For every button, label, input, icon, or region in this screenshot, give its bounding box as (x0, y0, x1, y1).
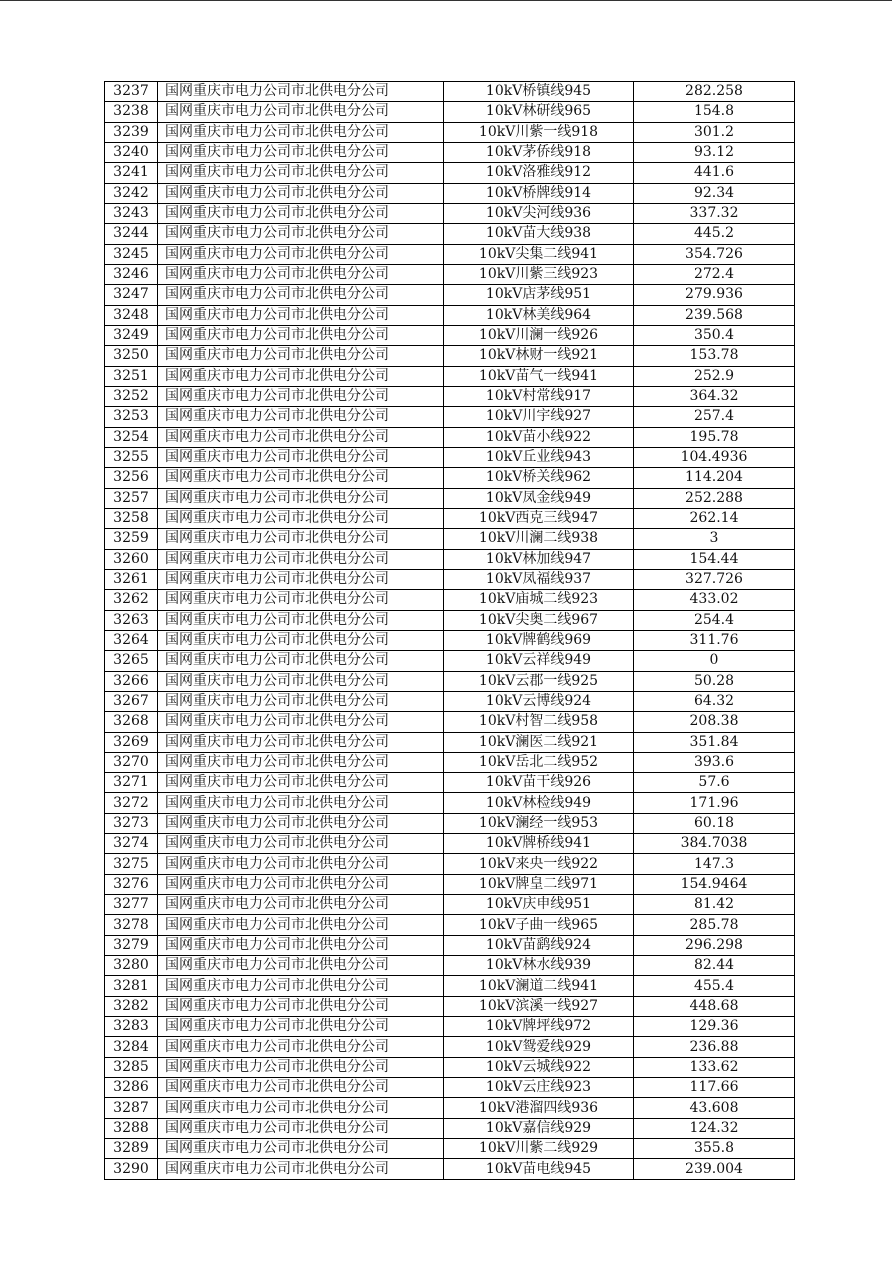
value-cell: 337.32 (634, 203, 795, 223)
value-cell: 351.84 (634, 732, 795, 752)
value-cell: 354.726 (634, 244, 795, 264)
value-cell: 384.7038 (634, 834, 795, 854)
line-name-cell: 10kV澜经一线953 (444, 813, 634, 833)
company-cell: 国网重庆市电力公司市北供电分公司 (158, 1139, 444, 1159)
row-number-cell: 3255 (105, 447, 158, 467)
company-cell: 国网重庆市电力公司市北供电分公司 (158, 895, 444, 915)
value-cell: 257.4 (634, 407, 795, 427)
row-number-cell: 3282 (105, 996, 158, 1016)
company-cell: 国网重庆市电力公司市北供电分公司 (158, 508, 444, 528)
line-name-cell: 10kV苗电线945 (444, 1159, 634, 1179)
line-name-cell: 10kV凤福线937 (444, 569, 634, 589)
company-cell: 国网重庆市电力公司市北供电分公司 (158, 651, 444, 671)
table-row (105, 447, 795, 467)
line-name-cell: 10kV尖河线936 (444, 203, 634, 223)
company-cell: 国网重庆市电力公司市北供电分公司 (158, 82, 444, 102)
company-cell: 国网重庆市电力公司市北供电分公司 (158, 793, 444, 813)
value-cell: 3 (634, 529, 795, 549)
row-number-cell: 3238 (105, 102, 158, 122)
table-row (105, 956, 795, 976)
table-row (105, 427, 795, 447)
company-cell: 国网重庆市电力公司市北供电分公司 (158, 142, 444, 162)
line-name-cell: 10kV林检线949 (444, 793, 634, 813)
company-cell: 国网重庆市电力公司市北供电分公司 (158, 1057, 444, 1077)
row-number-cell: 3249 (105, 325, 158, 345)
row-number-cell: 3289 (105, 1139, 158, 1159)
company-cell: 国网重庆市电力公司市北供电分公司 (158, 569, 444, 589)
data-table (104, 81, 795, 1180)
table-row (105, 529, 795, 549)
row-number-cell: 3240 (105, 142, 158, 162)
company-cell: 国网重庆市电力公司市北供电分公司 (158, 590, 444, 610)
table-row (105, 82, 795, 102)
table-row (105, 671, 795, 691)
row-number-cell: 3266 (105, 671, 158, 691)
company-cell: 国网重庆市电力公司市北供电分公司 (158, 346, 444, 366)
line-name-cell: 10kV尖奥二线967 (444, 610, 634, 630)
company-cell: 国网重庆市电力公司市北供电分公司 (158, 549, 444, 569)
row-number-cell: 3262 (105, 590, 158, 610)
line-name-cell: 10kV苗大线938 (444, 224, 634, 244)
company-cell: 国网重庆市电力公司市北供电分公司 (158, 1118, 444, 1138)
value-cell: 262.14 (634, 508, 795, 528)
line-name-cell: 10kV川宇线927 (444, 407, 634, 427)
row-number-cell: 3270 (105, 752, 158, 772)
line-name-cell: 10kV林研线965 (444, 102, 634, 122)
value-cell: 92.34 (634, 183, 795, 203)
value-cell: 154.8 (634, 102, 795, 122)
table-row (105, 264, 795, 284)
line-name-cell: 10kV嘉信线929 (444, 1118, 634, 1138)
line-name-cell: 10kV川紫一线918 (444, 122, 634, 142)
table-row (105, 569, 795, 589)
line-name-cell: 10kV凤金线949 (444, 488, 634, 508)
value-cell: 124.32 (634, 1118, 795, 1138)
value-cell: 364.32 (634, 386, 795, 406)
company-cell: 国网重庆市电力公司市北供电分公司 (158, 366, 444, 386)
line-name-cell: 10kV港溜四线936 (444, 1098, 634, 1118)
table-row (105, 630, 795, 650)
company-cell: 国网重庆市电力公司市北供电分公司 (158, 610, 444, 630)
company-cell: 国网重庆市电力公司市北供电分公司 (158, 752, 444, 772)
value-cell: 285.78 (634, 915, 795, 935)
value-cell: 441.6 (634, 163, 795, 183)
line-name-cell: 10kV川紫三线923 (444, 264, 634, 284)
row-number-cell: 3244 (105, 224, 158, 244)
value-cell: 445.2 (634, 224, 795, 244)
table-row (105, 895, 795, 915)
company-cell: 国网重庆市电力公司市北供电分公司 (158, 1017, 444, 1037)
table-row (105, 1098, 795, 1118)
company-cell: 国网重庆市电力公司市北供电分公司 (158, 122, 444, 142)
company-cell: 国网重庆市电力公司市北供电分公司 (158, 102, 444, 122)
value-cell: 153.78 (634, 346, 795, 366)
line-name-cell: 10kV苗小线922 (444, 427, 634, 447)
line-name-cell: 10kV川澜一线926 (444, 325, 634, 345)
line-name-cell: 10kV庙城二线923 (444, 590, 634, 610)
value-cell: 455.4 (634, 976, 795, 996)
row-number-cell: 3256 (105, 468, 158, 488)
value-cell: 64.32 (634, 691, 795, 711)
company-cell: 国网重庆市电力公司市北供电分公司 (158, 183, 444, 203)
row-number-cell: 3277 (105, 895, 158, 915)
company-cell: 国网重庆市电力公司市北供电分公司 (158, 1098, 444, 1118)
value-cell: 296.298 (634, 935, 795, 955)
line-name-cell: 10kV滨溪一线927 (444, 996, 634, 1016)
row-number-cell: 3279 (105, 935, 158, 955)
table-row (105, 834, 795, 854)
table-row (105, 752, 795, 772)
line-name-cell: 10kV苗鹞线924 (444, 935, 634, 955)
line-name-cell: 10kV丘业线943 (444, 447, 634, 467)
company-cell: 国网重庆市电力公司市北供电分公司 (158, 935, 444, 955)
value-cell: 272.4 (634, 264, 795, 284)
row-number-cell: 3250 (105, 346, 158, 366)
table-row (105, 305, 795, 325)
value-cell: 60.18 (634, 813, 795, 833)
table-row (105, 712, 795, 732)
table-row (105, 224, 795, 244)
table-row (105, 610, 795, 630)
value-cell: 239.004 (634, 1159, 795, 1179)
value-cell: 282.258 (634, 82, 795, 102)
table-row (105, 122, 795, 142)
table-row (105, 935, 795, 955)
table-row (105, 874, 795, 894)
row-number-cell: 3272 (105, 793, 158, 813)
row-number-cell: 3283 (105, 1017, 158, 1037)
table-row (105, 732, 795, 752)
value-cell: 93.12 (634, 142, 795, 162)
line-name-cell: 10kV云城线922 (444, 1057, 634, 1077)
table-row (105, 773, 795, 793)
company-cell: 国网重庆市电力公司市北供电分公司 (158, 224, 444, 244)
row-number-cell: 3288 (105, 1118, 158, 1138)
table-row (105, 244, 795, 264)
company-cell: 国网重庆市电力公司市北供电分公司 (158, 874, 444, 894)
table-row (105, 508, 795, 528)
company-cell: 国网重庆市电力公司市北供电分公司 (158, 691, 444, 711)
value-cell: 208.38 (634, 712, 795, 732)
row-number-cell: 3271 (105, 773, 158, 793)
table-row (105, 915, 795, 935)
company-cell: 国网重庆市电力公司市北供电分公司 (158, 854, 444, 874)
line-name-cell: 10kV尖集二线941 (444, 244, 634, 264)
company-cell: 国网重庆市电力公司市北供电分公司 (158, 244, 444, 264)
company-cell: 国网重庆市电力公司市北供电分公司 (158, 468, 444, 488)
line-name-cell: 10kV牌鹤线969 (444, 630, 634, 650)
value-cell: 279.936 (634, 285, 795, 305)
value-cell: 448.68 (634, 996, 795, 1016)
company-cell: 国网重庆市电力公司市北供电分公司 (158, 447, 444, 467)
line-name-cell: 10kV牌皇二线971 (444, 874, 634, 894)
table-row (105, 285, 795, 305)
company-cell: 国网重庆市电力公司市北供电分公司 (158, 1037, 444, 1057)
table-row (105, 1118, 795, 1138)
company-cell: 国网重庆市电力公司市北供电分公司 (158, 732, 444, 752)
value-cell: 433.02 (634, 590, 795, 610)
page-top-border (0, 0, 892, 1)
line-name-cell: 10kV云庄线923 (444, 1078, 634, 1098)
table-row (105, 996, 795, 1016)
line-name-cell: 10kV云郡一线925 (444, 671, 634, 691)
company-cell: 国网重庆市电力公司市北供电分公司 (158, 915, 444, 935)
value-cell: 393.6 (634, 752, 795, 772)
value-cell: 252.9 (634, 366, 795, 386)
company-cell: 国网重庆市电力公司市北供电分公司 (158, 630, 444, 650)
row-number-cell: 3247 (105, 285, 158, 305)
value-cell: 154.44 (634, 549, 795, 569)
company-cell: 国网重庆市电力公司市北供电分公司 (158, 529, 444, 549)
value-cell: 43.608 (634, 1098, 795, 1118)
row-number-cell: 3286 (105, 1078, 158, 1098)
row-number-cell: 3261 (105, 569, 158, 589)
line-name-cell: 10kV店茅线951 (444, 285, 634, 305)
value-cell: 50.28 (634, 671, 795, 691)
table-row (105, 386, 795, 406)
table-row (105, 651, 795, 671)
table-row (105, 1057, 795, 1077)
company-cell: 国网重庆市电力公司市北供电分公司 (158, 1078, 444, 1098)
value-cell: 171.96 (634, 793, 795, 813)
line-name-cell: 10kV桥关线962 (444, 468, 634, 488)
value-cell: 82.44 (634, 956, 795, 976)
table-row (105, 203, 795, 223)
company-cell: 国网重庆市电力公司市北供电分公司 (158, 427, 444, 447)
company-cell: 国网重庆市电力公司市北供电分公司 (158, 407, 444, 427)
row-number-cell: 3285 (105, 1057, 158, 1077)
row-number-cell: 3257 (105, 488, 158, 508)
table-row (105, 488, 795, 508)
row-number-cell: 3248 (105, 305, 158, 325)
line-name-cell: 10kV苗气一线941 (444, 366, 634, 386)
table-row (105, 1159, 795, 1179)
line-name-cell: 10kV岳北二线952 (444, 752, 634, 772)
row-number-cell: 3237 (105, 82, 158, 102)
value-cell: 114.204 (634, 468, 795, 488)
row-number-cell: 3290 (105, 1159, 158, 1179)
table-row (105, 691, 795, 711)
table-row (105, 1139, 795, 1159)
row-number-cell: 3252 (105, 386, 158, 406)
line-name-cell: 10kV茅侨线918 (444, 142, 634, 162)
line-name-cell: 10kV川紫二线929 (444, 1139, 634, 1159)
table-row (105, 976, 795, 996)
value-cell: 195.78 (634, 427, 795, 447)
value-cell: 117.66 (634, 1078, 795, 1098)
line-name-cell: 10kV村常线917 (444, 386, 634, 406)
row-number-cell: 3268 (105, 712, 158, 732)
company-cell: 国网重庆市电力公司市北供电分公司 (158, 956, 444, 976)
table-row (105, 1017, 795, 1037)
company-cell: 国网重庆市电力公司市北供电分公司 (158, 264, 444, 284)
company-cell: 国网重庆市电力公司市北供电分公司 (158, 813, 444, 833)
row-number-cell: 3269 (105, 732, 158, 752)
table-row (105, 1078, 795, 1098)
table-row (105, 590, 795, 610)
table-row (105, 1037, 795, 1057)
row-number-cell: 3281 (105, 976, 158, 996)
row-number-cell: 3251 (105, 366, 158, 386)
row-number-cell: 3245 (105, 244, 158, 264)
line-name-cell: 10kV澜道二线941 (444, 976, 634, 996)
row-number-cell: 3274 (105, 834, 158, 854)
line-name-cell: 10kV子曲一线965 (444, 915, 634, 935)
value-cell: 129.36 (634, 1017, 795, 1037)
row-number-cell: 3242 (105, 183, 158, 203)
value-cell: 252.288 (634, 488, 795, 508)
row-number-cell: 3239 (105, 122, 158, 142)
company-cell: 国网重庆市电力公司市北供电分公司 (158, 386, 444, 406)
line-name-cell: 10kV村智二线958 (444, 712, 634, 732)
table-row (105, 854, 795, 874)
line-name-cell: 10kV鸳爱线929 (444, 1037, 634, 1057)
line-name-cell: 10kV洛雅线912 (444, 163, 634, 183)
value-cell: 355.8 (634, 1139, 795, 1159)
company-cell: 国网重庆市电力公司市北供电分公司 (158, 976, 444, 996)
company-cell: 国网重庆市电力公司市北供电分公司 (158, 1159, 444, 1179)
value-cell: 57.6 (634, 773, 795, 793)
value-cell: 133.62 (634, 1057, 795, 1077)
table-row (105, 366, 795, 386)
line-name-cell: 10kV庆申线951 (444, 895, 634, 915)
line-name-cell: 10kV林加线947 (444, 549, 634, 569)
row-number-cell: 3280 (105, 956, 158, 976)
company-cell: 国网重庆市电力公司市北供电分公司 (158, 671, 444, 691)
row-number-cell: 3254 (105, 427, 158, 447)
row-number-cell: 3284 (105, 1037, 158, 1057)
line-name-cell: 10kV林美线964 (444, 305, 634, 325)
table-row (105, 468, 795, 488)
row-number-cell: 3276 (105, 874, 158, 894)
company-cell: 国网重庆市电力公司市北供电分公司 (158, 203, 444, 223)
line-name-cell: 10kV桥镇线945 (444, 82, 634, 102)
line-name-cell: 10kV西克三线947 (444, 508, 634, 528)
line-name-cell: 10kV林财一线921 (444, 346, 634, 366)
company-cell: 国网重庆市电力公司市北供电分公司 (158, 163, 444, 183)
row-number-cell: 3267 (105, 691, 158, 711)
table-row (105, 142, 795, 162)
value-cell: 311.76 (634, 630, 795, 650)
company-cell: 国网重庆市电力公司市北供电分公司 (158, 834, 444, 854)
table-row (105, 407, 795, 427)
row-number-cell: 3243 (105, 203, 158, 223)
table-row (105, 549, 795, 569)
company-cell: 国网重庆市电力公司市北供电分公司 (158, 996, 444, 1016)
row-number-cell: 3278 (105, 915, 158, 935)
value-cell: 254.4 (634, 610, 795, 630)
line-name-cell: 10kV桥牌线914 (444, 183, 634, 203)
value-cell: 0 (634, 651, 795, 671)
row-number-cell: 3259 (105, 529, 158, 549)
row-number-cell: 3287 (105, 1098, 158, 1118)
company-cell: 国网重庆市电力公司市北供电分公司 (158, 305, 444, 325)
value-cell: 147.3 (634, 854, 795, 874)
row-number-cell: 3241 (105, 163, 158, 183)
table-row (105, 183, 795, 203)
value-cell: 350.4 (634, 325, 795, 345)
row-number-cell: 3246 (105, 264, 158, 284)
row-number-cell: 3265 (105, 651, 158, 671)
table-row (105, 102, 795, 122)
line-name-cell: 10kV苗干线926 (444, 773, 634, 793)
value-cell: 154.9464 (634, 874, 795, 894)
table-row (105, 163, 795, 183)
row-number-cell: 3263 (105, 610, 158, 630)
table-row (105, 813, 795, 833)
value-cell: 301.2 (634, 122, 795, 142)
line-name-cell: 10kV云祥线949 (444, 651, 634, 671)
value-cell: 327.726 (634, 569, 795, 589)
company-cell: 国网重庆市电力公司市北供电分公司 (158, 712, 444, 732)
value-cell: 104.4936 (634, 447, 795, 467)
row-number-cell: 3264 (105, 630, 158, 650)
row-number-cell: 3273 (105, 813, 158, 833)
company-cell: 国网重庆市电力公司市北供电分公司 (158, 488, 444, 508)
row-number-cell: 3253 (105, 407, 158, 427)
line-name-cell: 10kV川澜二线938 (444, 529, 634, 549)
line-name-cell: 10kV云博线924 (444, 691, 634, 711)
line-name-cell: 10kV澜医二线921 (444, 732, 634, 752)
value-cell: 239.568 (634, 305, 795, 325)
value-cell: 236.88 (634, 1037, 795, 1057)
line-name-cell: 10kV牌桥线941 (444, 834, 634, 854)
value-cell: 81.42 (634, 895, 795, 915)
company-cell: 国网重庆市电力公司市北供电分公司 (158, 325, 444, 345)
row-number-cell: 3260 (105, 549, 158, 569)
line-name-cell: 10kV林水线939 (444, 956, 634, 976)
table-row (105, 325, 795, 345)
company-cell: 国网重庆市电力公司市北供电分公司 (158, 773, 444, 793)
row-number-cell: 3275 (105, 854, 158, 874)
table-row (105, 346, 795, 366)
line-name-cell: 10kV牌坪线972 (444, 1017, 634, 1037)
company-cell: 国网重庆市电力公司市北供电分公司 (158, 285, 444, 305)
line-name-cell: 10kV来央一线922 (444, 854, 634, 874)
table-row (105, 793, 795, 813)
row-number-cell: 3258 (105, 508, 158, 528)
